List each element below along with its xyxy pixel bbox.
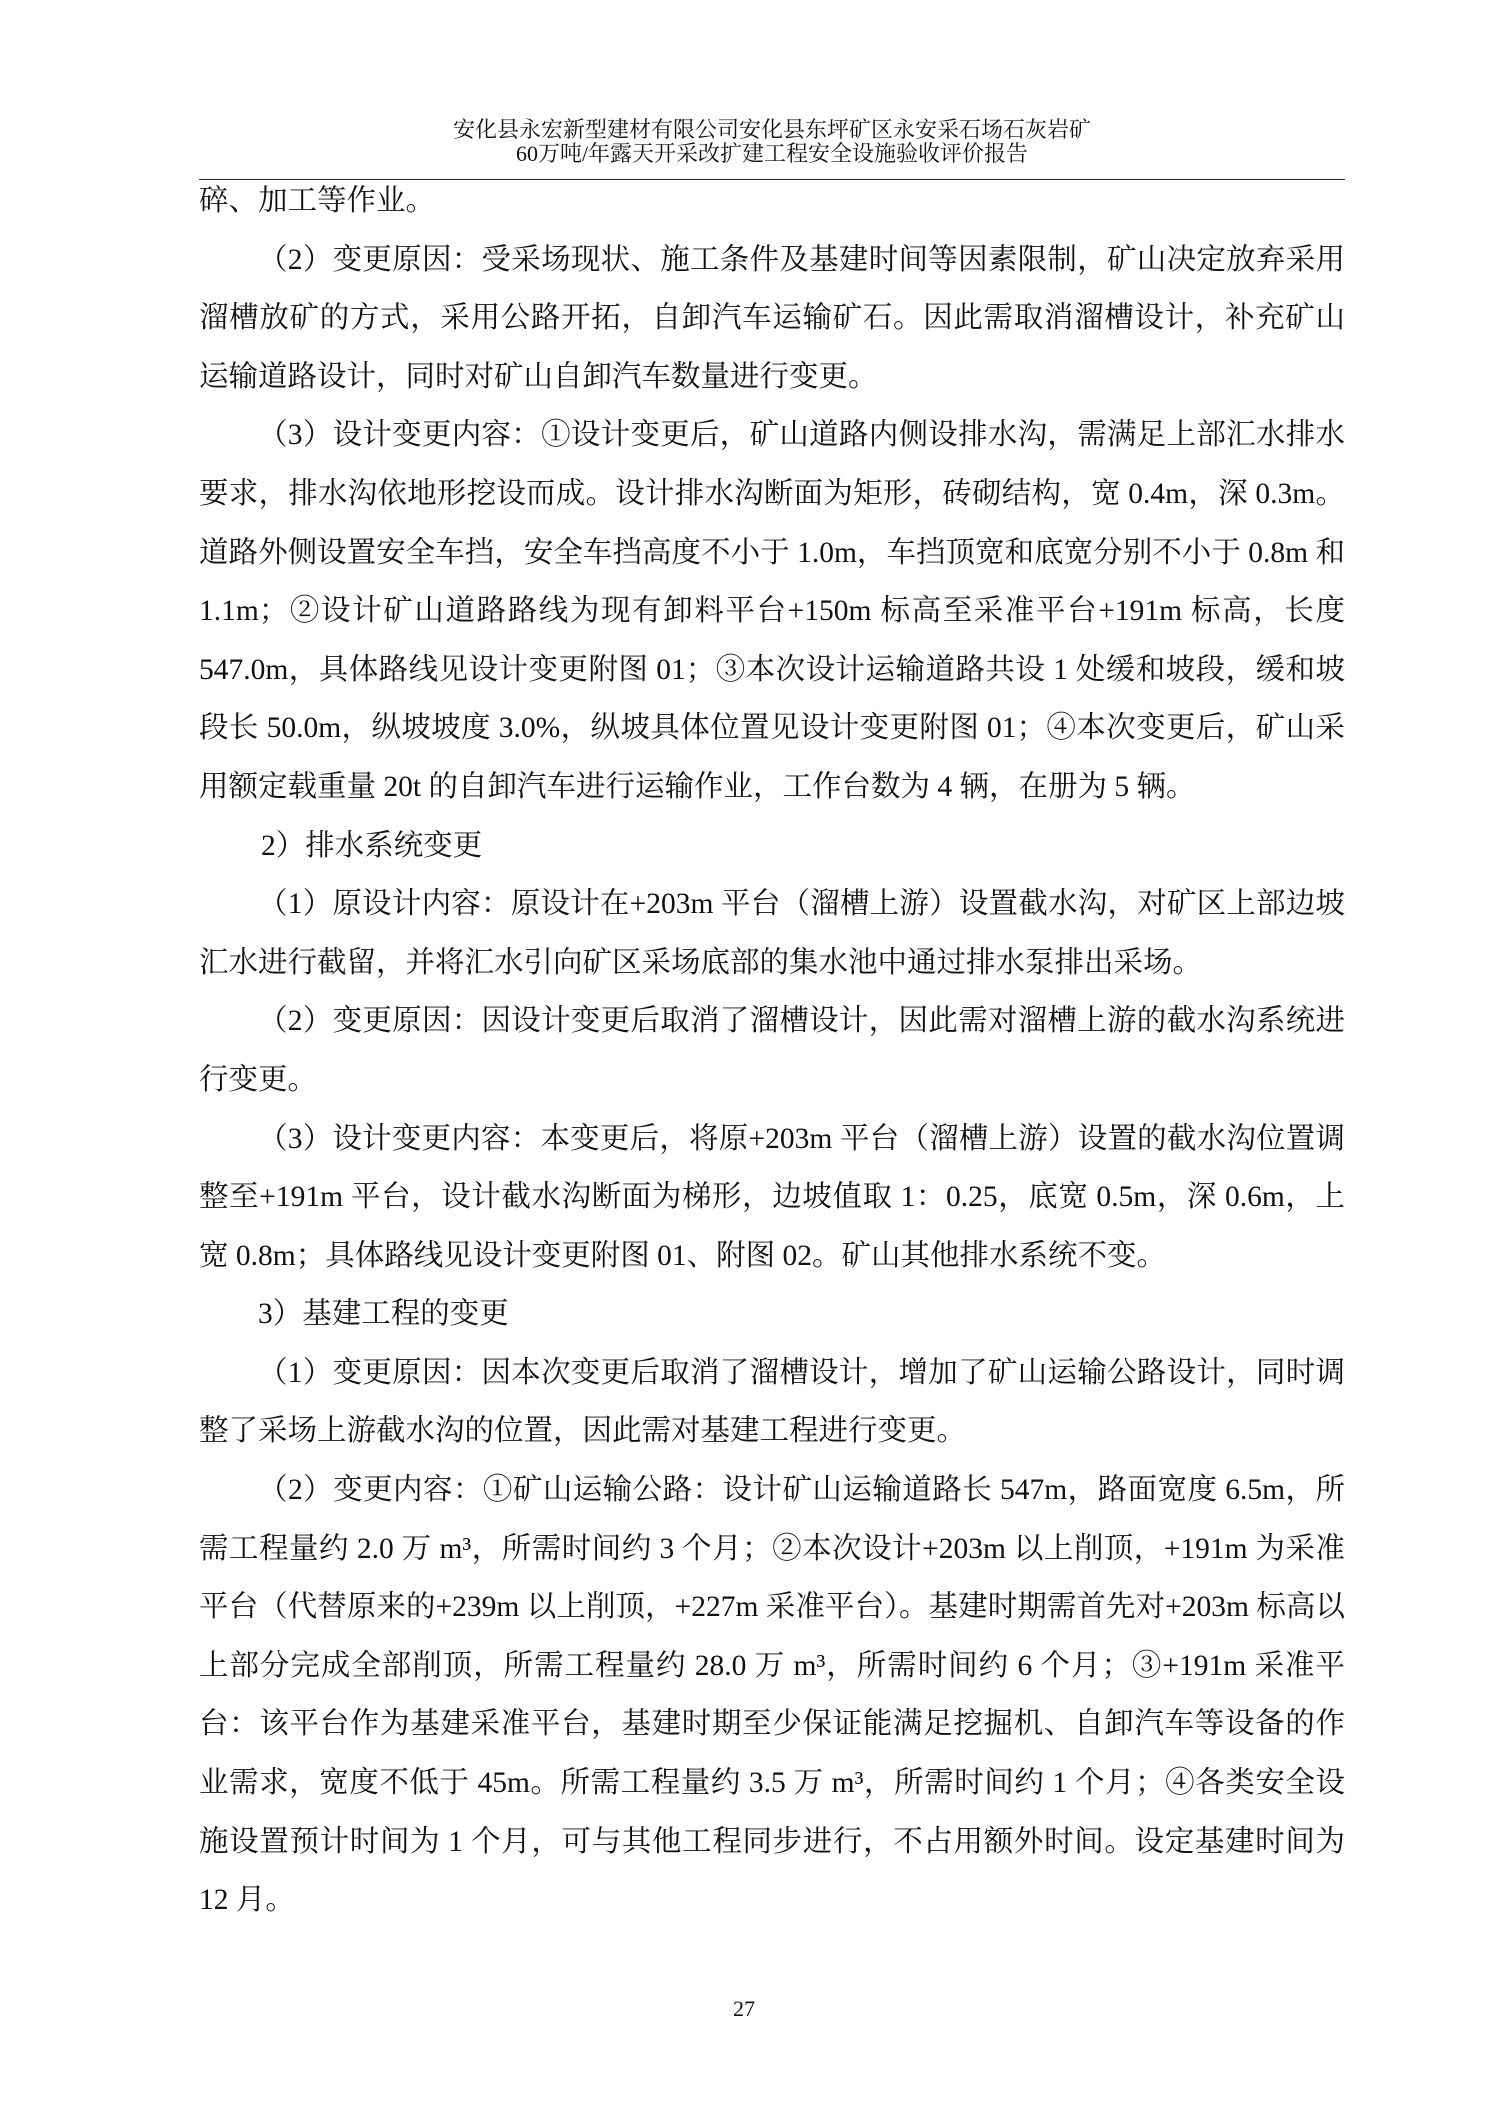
section-heading: 2）排水系统变更 [260,829,483,862]
paragraph: （1）变更原因：因本次变更后取消了溜槽设计，增加了矿山运输公路设计，同时调整了采场上游截水沟的位置，因此需对基建工程进行变更。 [199,1356,1345,1448]
paragraph: （2）变更内容：①矿山运输公路：设计矿山运输道路长 547m，路面宽度 6.5m，所需工程量约 2.0 万 m³，所需时间约 3 个月；②本次设计+203m 以上削顶，+191m 为采准平台（代替原来的+239m 以上削顶，+227m 采准平台）。基建时期需首先对+203m 标高以上部分完成全部削顶，所需工程量约 28.0 万 m³，所需时间约 6 个月；③+191m 采准平台：该平台作为基建采准平台，基建时期至少保证能满足挖掘机、自卸汽车等设备的作业需求，宽度不低于 45m。所需工程量约 3.5 万 m³，所需时间约 1 个月；④各类安全设施设置预计时间为 1 个月，可与其他工程同步进行，不占用额外时间。设定基建时间为 12 月。 [199,1474,1345,1917]
paragraph: （3）设计变更内容：①设计变更后，矿山道路内侧设排水沟，需满足上部汇水排水要求，排水沟依地形挖设而成。设计排水沟断面为矩形，砖砌结构，宽 0.4m，深 0.3m。道路外侧设置安全车挡，安全车挡高度不小于 1.0m，车挡顶宽和底宽分别不小于 0.8m 和 1.1m；②设计矿山道路路线为现有卸料平台+150m 标高至采准平台+191m 标高，长度 547.0m，具体路线见设计变更附图 01；③本次设计运输道路共设 1 处缓和坡段，缓和坡段长 50.0m，纵坡坡度 3.0%，纵坡具体位置见设计变更附图 01；④本次变更后，矿山采用额定载重量 20t 的自卸汽车进行运输作业，工作台数为 4 辆，在册为 5 辆。 [199,419,1345,803]
paragraph: 碎、加工等作业。 [199,185,436,217]
paragraph: （2）变更原因：因设计变更后取消了溜槽设计，因此需对溜槽上游的截水沟系统进行变更。 [199,1005,1345,1096]
page-header [199,118,1345,166]
paragraph: （2）变更原因：受采场现状、施工条件及基建时间等因素限制，矿山决定放弃采用溜槽放矿的方式，采用公路开拓，自卸汽车运输矿石。因此需取消溜槽设计，补充矿山运输道路设计，同时对矿山自卸汽车数量进行变更。 [199,243,1345,393]
document-body [199,172,1345,1930]
section-heading: 3）基建工程的变更 [258,1298,509,1331]
page-number: 27 [733,1996,755,2021]
paragraph: （1）原设计内容：原设计在+203m 平台（溜槽上游）设置截水沟，对矿区上部边坡汇水进行截留，并将汇水引向矿区采场底部的集水池中通过排水泵排出采场。 [199,888,1345,979]
header-line-2: 60万吨/年露天开采改扩建工程安全设施验收评价报告 [515,141,1029,166]
paragraph: （3）设计变更内容：本变更后，将原+203m 平台（溜槽上游）设置的截水沟位置调整至+191m 平台，设计截水沟断面为梯形，边坡值取 1：0.25，底宽 0.5m，深 0.6m，上宽 0.8m；具体路线见设计变更附图 01、附图 02。矿山其他排水系统不变。 [199,1122,1345,1272]
header-line-1: 安化县永宏新型建材有限公司安化县东坪矿区永安采石场石灰岩矿 [452,117,1091,142]
